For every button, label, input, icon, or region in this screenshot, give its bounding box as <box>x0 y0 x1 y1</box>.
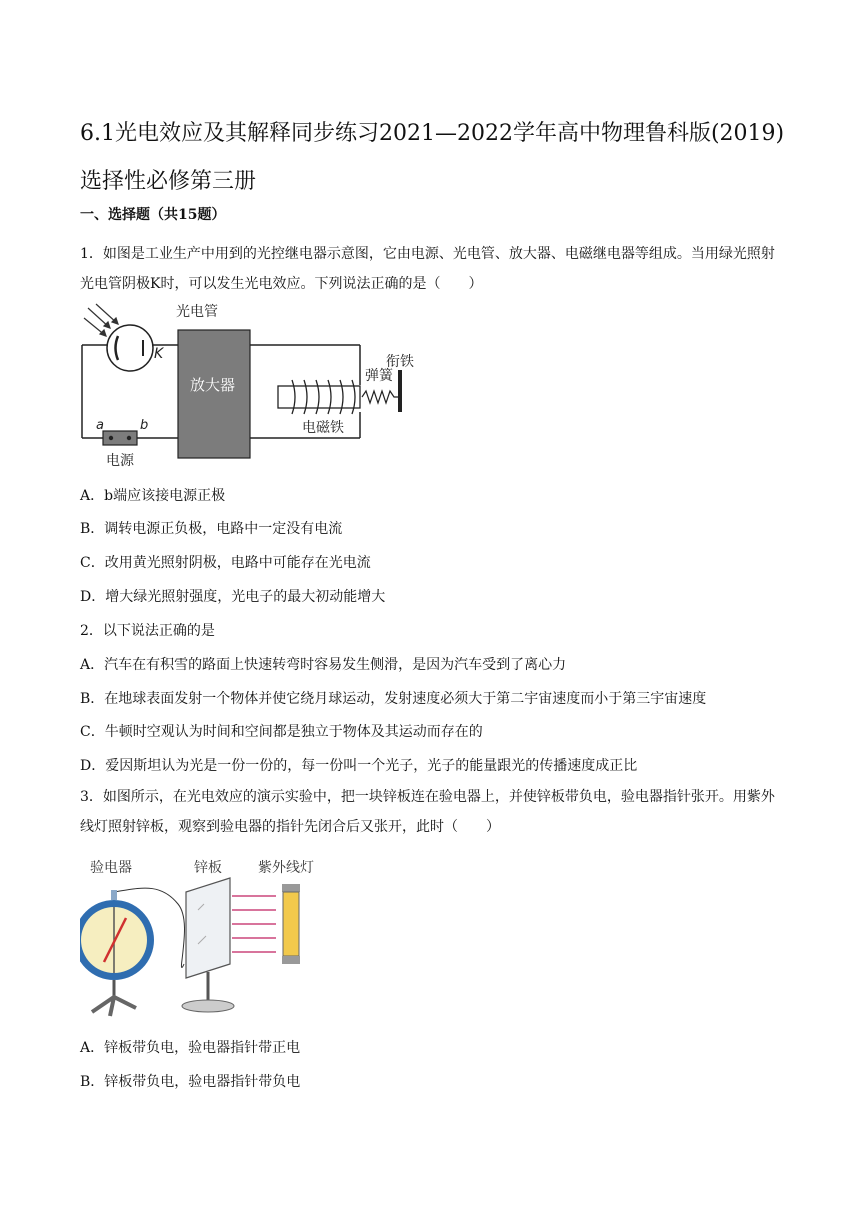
uv-rays-icon <box>232 896 276 952</box>
cathode-k-label: K <box>154 346 164 362</box>
q1-stem: 1．如图是工业生产中用到的光控继电器示意图，它由电源、光电管、放大器、电磁继电器等组成。当用绿光照射光电管阴极K时，可以发生光电效应。下列说法正确的是（ ） <box>80 246 775 292</box>
power-source-label: 电源 <box>106 453 134 469</box>
q1-option-d: D．增大绿光照射强度，光电子的最大初动能增大 <box>80 589 386 605</box>
q3-option-b: B．锌板带负电，验电器指针带负电 <box>80 1074 301 1090</box>
light-rays-icon <box>84 304 118 336</box>
q3-option-a: A．锌板带负电，验电器指针带正电 <box>80 1040 301 1056</box>
phototube-label: 光电管 <box>176 304 218 320</box>
section-heading: 一、选择题（共15题） <box>80 207 226 223</box>
terminal-b-label: b <box>140 418 149 433</box>
spring-label: 弹簧 <box>365 368 393 384</box>
uv-lamp-label: 紫外线灯 <box>258 860 314 876</box>
electromagnet-icon <box>278 380 360 414</box>
uv-lamp-icon <box>282 884 300 964</box>
q1-option-c: C．改用黄光照射阴极，电路中可能存在光电流 <box>80 555 371 571</box>
zinc-plate-label: 锌板 <box>194 860 222 876</box>
q1-option-a: A．b端应该接电源正极 <box>80 488 226 504</box>
q2-stem: 2．以下说法正确的是 <box>80 623 215 639</box>
q2-option-a: A．汽车在有积雪的路面上快速转弯时容易发生侧滑，是因为汽车受到了离心力 <box>80 657 567 673</box>
power-source-icon <box>103 431 137 445</box>
phototube-icon <box>107 325 153 371</box>
q3-stem: 3．如图所示，在光电效应的演示实验中，把一块锌板连在验电器上，并使锌板带负电，验电器指针张开。用紫外线灯照射锌板，观察到验电器的指针先闭合后又张开，此时（ ） <box>80 789 775 835</box>
amplifier-box <box>178 330 250 458</box>
q3-photoelectric-demo-figure <box>80 852 360 1022</box>
terminal-a-label: a <box>96 418 104 433</box>
electroscope-icon <box>80 890 154 1016</box>
electromagnet-label: 电磁铁 <box>302 420 344 436</box>
armature-label: 衔铁 <box>386 354 414 370</box>
electroscope-label: 验电器 <box>90 860 132 876</box>
q2-option-c: C．牛顿时空观认为时间和空间都是独立于物体及其运动而存在的 <box>80 724 483 740</box>
q1-option-b: B．调转电源正负极，电路中一定没有电流 <box>80 521 343 537</box>
zinc-plate-icon <box>182 878 234 1012</box>
q2-option-b: B．在地球表面发射一个物体并使它绕月球运动，发射速度必须大于第二宇宙速度而小于第三宇宙速度 <box>80 691 707 707</box>
amplifier-label: 放大器 <box>190 376 236 394</box>
page-title: 6.1光电效应及其解释同步练习2021—2022学年高中物理鲁科版(2019)选择性必修第三册 <box>80 121 785 194</box>
q2-option-d: D．爱因斯坦认为光是一份一份的，每一份叫一个光子，光子的能量跟光的传播速度成正比 <box>80 758 638 774</box>
q1-relay-circuit-figure <box>80 300 440 470</box>
spring-icon <box>362 391 398 403</box>
